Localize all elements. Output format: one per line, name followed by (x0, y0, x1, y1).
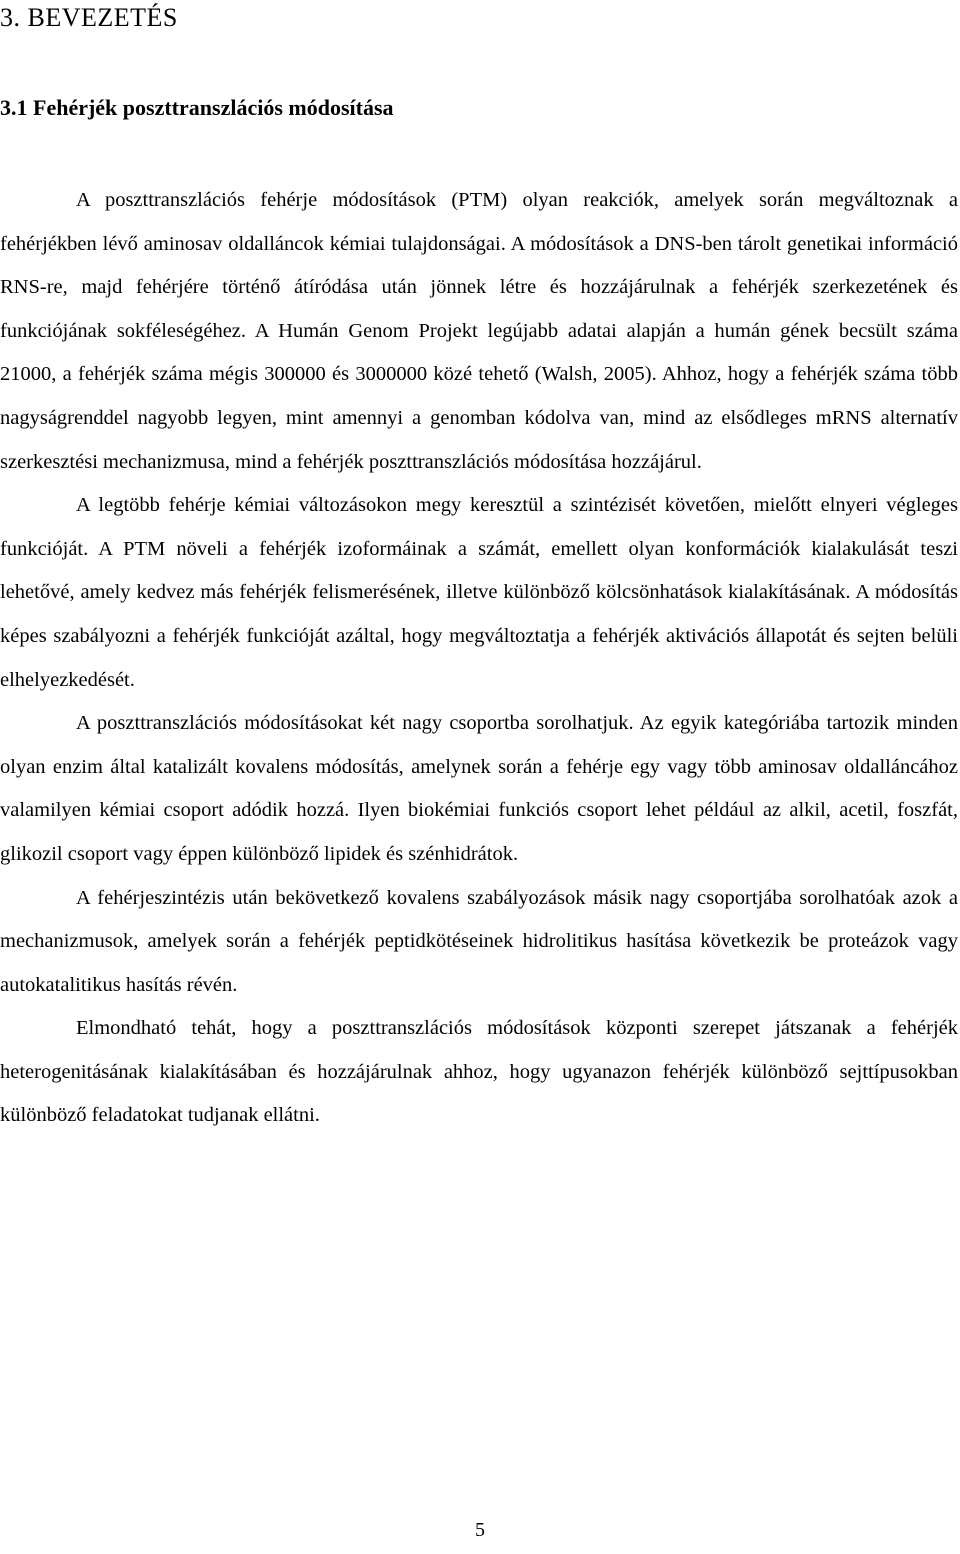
paragraph-proteolysis: A fehérjeszintézis után bekövetkező kovalens szabályozások másik nagy csoportjába sorolhatóak azok a mechanizmusok, amelyek során a fehérjék peptidkötéseinek hidrolitikus hasítása következik be proteázok vagy autokatalitikus hasítás révén. (0, 886, 958, 996)
section-title: 3.1 Fehérjék poszttranszlációs módosítása (0, 95, 394, 120)
paragraph-conclusion: Elmondható tehát, hogy a poszttranszlációs módosítások központi szerepet játszanak a fehérjék heterogenitásának kialakításában és hozzájárulnak ahhoz, hogy ugyanazon fehérjék különböző sejttípusokban különböző feladatokat tudjanak ellátni. (0, 1017, 958, 1127)
page-number: 5 (475, 1519, 485, 1541)
paragraph-intro: A poszttranszlációs fehérje módosítások (PTM) olyan reakciók, amelyek során megváltoznak a fehérjékben lévő aminosav oldalláncok kémiai tulajdonságai. A módosítások a DNS-ben tárolt genetikai információ RNS-re, majd fehérjére történő átíródása után jönnek létre és hozzájárulnak a fehérjék szerkezetének és funkciójának sokféleségéhez. A Humán Genom Projekt legújabb adatai alapján a humán gének becsült száma 21000, a fehérjék száma mégis 300000 és 3000000 közé tehető (Walsh, 2005). Ahhoz, hogy a fehérjék száma több nagyságrenddel nagyobb legyen, mint amennyi a genomban kódolva van, mind az elsődleges mRNS alternatív szerkesztési mechanizmusa, mind a fehérjék poszttranszlációs módosítása hozzájárul. (0, 189, 958, 473)
chapter-title: 3. BEVEZETÉS (0, 3, 178, 32)
body-text (0, 179, 958, 1138)
paragraph-ptm-groups: A poszttranszlációs módosításokat két nagy csoportba sorolhatjuk. Az egyik kategóriába tartozik minden olyan enzim által katalizált kovalens módosítás, amelynek során a fehérje egy vagy több aminosav oldalláncához valamilyen kémiai csoport adódik hozzá. Ilyen biokémiai funkciós csoport lehet például az alkil, acetil, foszfát, glikozil csoport vagy éppen különböző lipidek és szénhidrátok. (0, 712, 958, 865)
paragraph-ptm-function: A legtöbb fehérje kémiai változásokon megy keresztül a szintézisét követően, mielőtt elnyeri végleges funkcióját. A PTM növeli a fehérjék izoformáinak a számát, emellett olyan konformációk kialakulását teszi lehetővé, amely kedvez más fehérjék felismerésének, illetve különböző kölcsönhatások kialakításának. A módosítás képes szabályozni a fehérjék funkcióját azáltal, hogy megváltoztatja a fehérjék aktivációs állapotát és sejten belüli elhelyezkedését. (0, 494, 958, 691)
